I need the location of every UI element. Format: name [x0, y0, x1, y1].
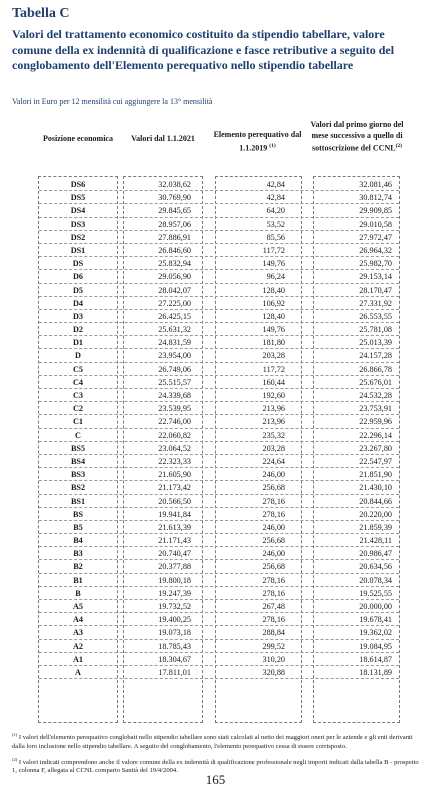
cell-primo-giorno: 26.553,55 [359, 311, 392, 321]
cell-posizione: D6 [72, 272, 83, 282]
cell-posizione: D2 [72, 325, 83, 335]
cell-valori: 22.323,33 [158, 456, 191, 466]
cell-valori: 19.732,52 [158, 602, 191, 611]
table-row [0, 640, 431, 653]
cell-elemento: 213,96 [262, 417, 285, 427]
cell-elemento: 278,16 [262, 575, 285, 585]
cell-posizione: A1 [72, 654, 83, 664]
cell-posizione: BS [72, 509, 83, 519]
cell-posizione: C2 [72, 404, 83, 414]
cell-valori: 20.566,50 [158, 496, 191, 506]
cell-posizione: C [75, 430, 81, 440]
cell-primo-giorno: 24.157,28 [359, 351, 392, 361]
table-row [0, 336, 431, 349]
cell-elemento: 256,68 [262, 562, 285, 572]
table-row [0, 323, 431, 336]
table-row [0, 534, 431, 547]
cell-elemento: 278,16 [262, 509, 285, 519]
cell-posizione: B4 [73, 536, 83, 546]
cell-posizione: C4 [72, 377, 83, 387]
cell-elemento: 181,80 [262, 338, 285, 348]
cell-valori: 26.425,15 [158, 311, 191, 321]
cell-elemento: 278,16 [262, 496, 285, 506]
cell-primo-giorno: 27.972,47 [359, 232, 392, 242]
table-row [0, 442, 431, 455]
cell-elemento: 246,00 [262, 549, 285, 559]
table-row [0, 218, 431, 231]
cell-elemento: 256,68 [262, 536, 285, 546]
cell-posizione: C5 [72, 364, 83, 374]
cell-elemento: 192,60 [262, 391, 285, 400]
cell-valori: 23.064,52 [158, 443, 191, 453]
cell-posizione: D3 [72, 311, 83, 321]
cell-primo-giorno: 32.081,46 [359, 180, 392, 189]
cell-posizione: B5 [73, 522, 83, 532]
cell-posizione: DS1 [70, 245, 86, 255]
cell-primo-giorno: 29.909,85 [359, 206, 392, 216]
cell-primo-giorno: 27.331,92 [359, 298, 392, 308]
cell-primo-giorno: 29.153,14 [359, 272, 392, 282]
table-row [0, 231, 431, 244]
table-row [0, 284, 431, 297]
cell-posizione: B2 [73, 562, 83, 572]
cell-posizione: C1 [72, 417, 83, 427]
cell-primo-giorno: 20.986,47 [359, 549, 392, 559]
cell-posizione: D5 [72, 285, 83, 295]
table-row [0, 270, 431, 283]
table-row [0, 297, 431, 310]
cell-posizione: A2 [72, 641, 83, 651]
table-row [0, 508, 431, 521]
cell-valori: 22.060,82 [158, 430, 191, 440]
cell-posizione: BS5 [70, 443, 86, 453]
table-row [0, 613, 431, 626]
table-row [0, 547, 431, 560]
cell-valori: 18.304,67 [158, 654, 191, 664]
table-row [0, 481, 431, 494]
cell-posizione: A4 [72, 615, 83, 625]
table-row [0, 468, 431, 481]
cell-posizione: DS3 [70, 219, 86, 229]
cell-posizione: DS [72, 259, 84, 269]
cell-elemento: 128,40 [262, 311, 285, 321]
cell-elemento: 160,44 [262, 377, 285, 387]
cell-primo-giorno: 20.634,56 [359, 562, 392, 572]
cell-posizione: C3 [72, 391, 83, 400]
cell-valori: 27.886,91 [158, 232, 191, 242]
table-row [0, 574, 431, 587]
table-row [0, 626, 431, 639]
table-row [0, 204, 431, 217]
cell-valori: 25.631,32 [158, 325, 191, 335]
cell-posizione: BS3 [70, 470, 86, 480]
cell-elemento: 85,56 [266, 232, 285, 242]
cell-elemento: 203,28 [262, 443, 285, 453]
cell-primo-giorno: 19.678,41 [359, 615, 392, 625]
cell-posizione: A3 [72, 628, 83, 638]
cell-primo-giorno: 23.753,91 [359, 404, 392, 414]
table-row [0, 455, 431, 468]
table-header [0, 120, 431, 172]
footnote-mark-2: (2) [395, 143, 402, 149]
cell-primo-giorno: 23.267,80 [359, 443, 392, 453]
cell-valori: 27.225,00 [158, 298, 191, 308]
cell-elemento: 310,20 [262, 654, 285, 664]
cell-primo-giorno: 21.859,39 [359, 522, 392, 532]
table-row [0, 600, 431, 613]
cell-valori: 20.377,88 [158, 562, 191, 572]
cell-valori: 23.954,00 [158, 351, 191, 361]
cell-primo-giorno: 19.525,55 [359, 588, 392, 598]
cell-elemento: 53,52 [266, 219, 285, 229]
header-elemento: Elemento perequativo dal 1.1.2019 $^{(1)}$ [213, 130, 302, 153]
cell-elemento: 246,00 [262, 522, 285, 532]
table-row [0, 244, 431, 257]
cell-primo-giorno: 24.532,28 [359, 391, 392, 400]
cell-elemento: 278,16 [262, 615, 285, 625]
cell-posizione: DS6 [70, 180, 86, 189]
footnote-2: $^{(2)}$ I valori indicati comprendono anche il valore comune della ex indennità di qualificazione professionale negli importi indicati dalla tabella B - prospetto 1, colonna F, allegata al CCNL comparto Sanità del 19/4/2004. [12, 756, 419, 775]
table-row [0, 587, 431, 600]
table-row [0, 257, 431, 270]
cell-primo-giorno: 30.812,74 [359, 193, 392, 203]
cell-posizione: B1 [73, 575, 83, 585]
table-row [0, 666, 431, 679]
cell-primo-giorno: 20.220,00 [359, 509, 392, 519]
cell-valori: 19.073,18 [158, 628, 191, 638]
cell-posizione: BS4 [70, 456, 86, 466]
cell-valori: 28.042,07 [158, 285, 191, 295]
cell-valori: 32.038,62 [158, 180, 191, 189]
table-row [0, 376, 431, 389]
table-row [0, 402, 431, 415]
cell-primo-giorno: 18.614,87 [359, 654, 392, 664]
cell-posizione: DS2 [70, 232, 86, 242]
cell-posizione: D1 [72, 338, 83, 348]
table-row [0, 389, 431, 402]
cell-primo-giorno: 22.547,97 [359, 456, 392, 466]
cell-primo-giorno: 25.781,08 [359, 325, 392, 335]
table-row [0, 560, 431, 573]
cell-valori: 18.785,43 [158, 641, 191, 651]
cell-valori: 25.832,94 [158, 259, 191, 269]
cell-posizione: BS2 [70, 483, 86, 493]
cell-elemento: 128,40 [262, 285, 285, 295]
cell-elemento: 96,24 [266, 272, 285, 282]
cell-valori: 21.605,90 [158, 470, 191, 480]
cell-valori: 28.957,06 [158, 219, 191, 229]
cell-primo-giorno: 19.084,95 [359, 641, 392, 651]
cell-valori: 19.247,39 [158, 588, 191, 598]
cell-primo-giorno: 20.078,34 [359, 575, 392, 585]
cell-valori: 22.746,00 [158, 417, 191, 427]
page-title: Valori del trattamento economico costituito da stipendio tabellare, valore comune della ex indennità di qualificazione e fasce retributive a seguito del conglobamento dell'Elemento perequativo nello stipendio tabellare [12, 27, 395, 72]
cell-valori: 23.539,95 [158, 404, 191, 414]
cell-primo-giorno: 18.131,89 [359, 667, 392, 677]
footnote-1: $^{(1)}$ I valori dell'elemento perequativo conglobati nello stipendio tabellare sono stati calcolati al netto dei maggiori oneri per le aziende e gli enti derivanti dalla loro inclusione nello stipendio tabellare. A seguito del conglobamento, l'elemento perequativo cessa di essere corrisposto. [12, 732, 413, 750]
cell-primo-giorno: 21.428,11 [359, 536, 392, 546]
cell-primo-giorno: 20.000,00 [359, 602, 392, 611]
subtitle: Valori in Euro per 12 mensilità cui aggiungere la 13° mensilità [12, 97, 213, 106]
cell-posizione: B [75, 588, 81, 598]
cell-valori: 26.749,06 [158, 364, 191, 374]
cell-elemento: 320,88 [262, 667, 285, 677]
cell-valori: 19.400,25 [158, 615, 191, 625]
table-row [0, 495, 431, 508]
cell-valori: 26.846,60 [158, 245, 191, 255]
cell-primo-giorno: 29.010,58 [359, 219, 392, 229]
cell-posizione: DS4 [70, 206, 86, 216]
table-row [0, 178, 431, 191]
cell-valori: 21.173,42 [158, 483, 191, 493]
table-row [0, 521, 431, 534]
cell-primo-giorno: 25.676,01 [359, 377, 392, 387]
cell-valori: 19.800,18 [158, 575, 191, 585]
cell-elemento: 106,92 [262, 298, 285, 308]
cell-elemento: 149,76 [262, 259, 285, 269]
cell-primo-giorno: 19.362,02 [359, 628, 392, 638]
table-row [0, 363, 431, 376]
cell-elemento: 299,52 [262, 641, 285, 651]
cell-elemento: 213,96 [262, 404, 285, 414]
cell-posizione: A5 [72, 602, 83, 611]
cell-valori: 21.171,43 [158, 536, 191, 546]
cell-valori: 29.056,90 [158, 272, 191, 282]
cell-elemento: 256,68 [262, 483, 285, 493]
table-body [0, 178, 431, 679]
cell-valori: 24.831,59 [158, 338, 191, 348]
cell-valori: 19.941,84 [158, 509, 191, 519]
cell-primo-giorno: 20.844,66 [359, 496, 392, 506]
table-label: Tabella C [12, 6, 70, 21]
cell-elemento: 64,20 [266, 206, 285, 216]
cell-valori: 30.769,90 [158, 193, 191, 203]
table-row [0, 191, 431, 204]
header-valori: Valori dal 1.1.2021 [131, 134, 195, 143]
table-row [0, 429, 431, 442]
table-row [0, 310, 431, 323]
cell-posizione: A [75, 667, 81, 677]
cell-primo-giorno: 28.170,47 [359, 285, 392, 295]
cell-posizione: BS1 [70, 496, 86, 506]
cell-valori: 20.740,47 [158, 549, 191, 559]
table-row [0, 653, 431, 666]
cell-elemento: 117,72 [262, 364, 285, 374]
cell-valori: 21.613,39 [158, 522, 191, 532]
page-number: 165 [205, 772, 226, 787]
cell-valori: 24.339,68 [158, 391, 191, 400]
cell-primo-giorno: 26.866,78 [359, 364, 392, 374]
cell-valori: 29.845,65 [158, 206, 191, 216]
cell-elemento: 203,28 [262, 351, 285, 361]
cell-elemento: 278,16 [262, 588, 285, 598]
cell-primo-giorno: 22.296,14 [359, 430, 392, 440]
cell-posizione: B3 [73, 549, 83, 559]
cell-primo-giorno: 21.430,10 [359, 483, 392, 493]
header-posizione: Posizione economica [43, 134, 113, 143]
cell-elemento: 224,64 [262, 456, 285, 466]
footnote-mark-1: (1) [269, 142, 276, 149]
cell-elemento: 149,76 [262, 325, 285, 335]
cell-elemento: 267,48 [262, 602, 285, 611]
cell-primo-giorno: 25.982,70 [359, 259, 392, 269]
cell-primo-giorno: 22.959,96 [359, 417, 392, 427]
cell-primo-giorno: 21.851,90 [359, 470, 392, 480]
table-row [0, 415, 431, 428]
table-row [0, 349, 431, 362]
cell-elemento: 246,00 [262, 470, 285, 480]
cell-primo-giorno: 26.964,32 [359, 245, 392, 255]
cell-valori: 25.515,57 [158, 377, 191, 387]
cell-posizione: D [75, 351, 81, 361]
cell-elemento: 288,84 [262, 628, 285, 638]
cell-elemento: 42,84 [266, 193, 285, 203]
cell-elemento: 235,32 [262, 430, 285, 440]
cell-primo-giorno: 25.013,39 [359, 338, 392, 348]
cell-valori: 17.811,01 [158, 667, 191, 677]
cell-elemento: 117,72 [262, 245, 285, 255]
cell-elemento: 42,84 [266, 180, 285, 189]
cell-posizione: D4 [72, 298, 83, 308]
cell-posizione: DS5 [70, 193, 86, 203]
header-primo-giorno: Valori dal primo giorno del mese successivo a quello di sottoscrizione del CCNL$^{(2)}$ [310, 120, 404, 153]
